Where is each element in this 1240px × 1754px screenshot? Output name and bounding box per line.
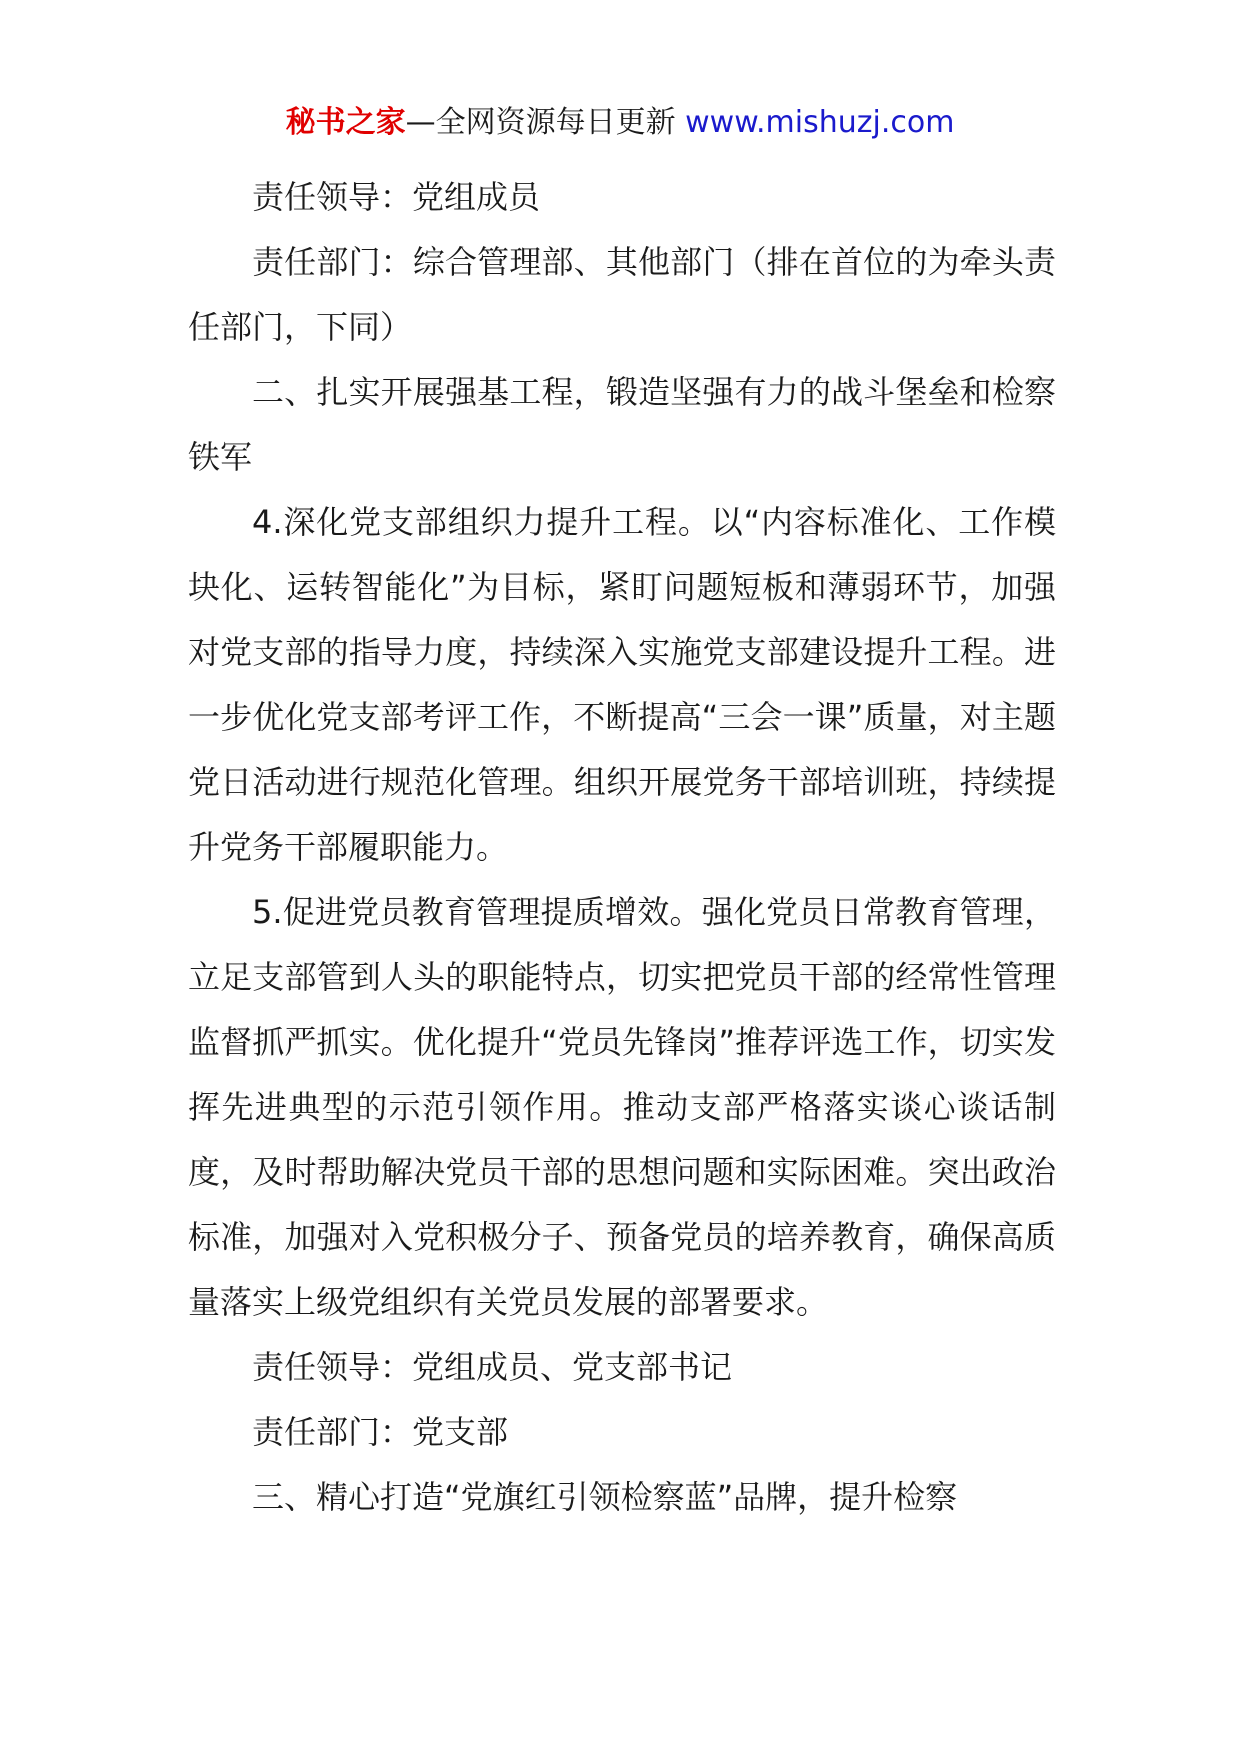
section-heading: 三、精心打造“党旗红引领检察蓝”品牌，提升检察 [252, 1478, 958, 1516]
body-paragraph: 4.深化党支部组织力提升工程。以“内容标准化、工作模块化、运转智能化”为目标，紧盯问题短板和薄弱环节，加强对党支部的指导力度，持续深入实施党支部建设提升工程。进一步优化党支部考评工作，不断提高“三会一课”质量，对主题党日活动进行规范化管理。组织开展党务干部培训班，持续提升党务干部履职能力。 [188, 503, 1056, 866]
responsible-department-line: 责任部门：综合管理部、其他部门（排在首位的为牵头责任部门，下同） [188, 243, 1056, 346]
responsible-leader-line: 责任领导：党组成员、党支部书记 [252, 1348, 733, 1386]
body-paragraph: 5.促进党员教育管理提质增效。强化党员日常教育管理，立足支部管到人头的职能特点，切实把党员干部的经常性管理监督抓严抓实。优化提升“党员先锋岗”推荐评选工作，切实发挥先进典型的示范引领作用。推动支部严格落实谈心谈话制度，及时帮助解决党员干部的思想问题和实际困难。突出政治标准，加强对入党积极分子、预备党员的培养教育，确保高质量落实上级党组织有关党员发展的部署要求。 [188, 893, 1056, 1321]
responsible-department-line: 责任部门：党支部 [252, 1413, 509, 1451]
page-header [0, 100, 1240, 146]
section-heading: 二、扎实开展强基工程，锻造坚强有力的战斗堡垒和检察铁军 [188, 373, 1056, 476]
responsible-leader-line: 责任领导：党组成员 [252, 178, 541, 216]
brand-name: 秘书之家 [285, 105, 406, 140]
header-url-link[interactable]: www.mishuzj.com [685, 105, 955, 140]
header-tagline: —全网资源每日更新 [405, 105, 686, 140]
document-body [188, 165, 1056, 1530]
